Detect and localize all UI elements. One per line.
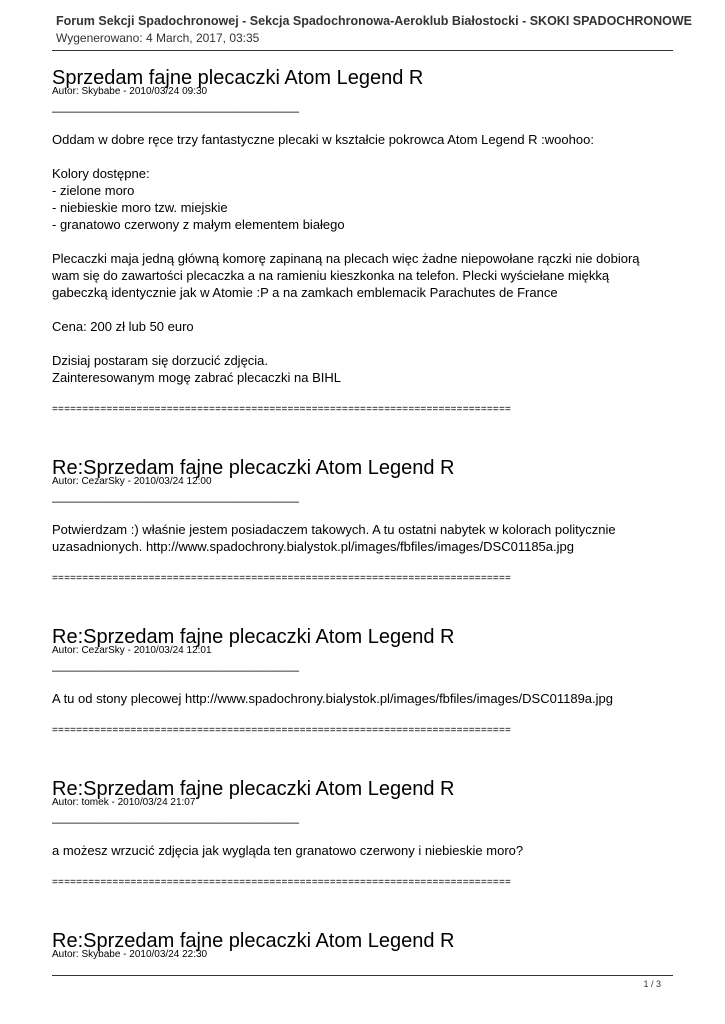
text-line: Zainteresowanym mogę zabrać plecaczki na BIHL: [52, 370, 342, 385]
text-line: Plecaczki maja jedną główną komorę zapinaną na plecach więc żadne niepowołane rączki nie dobiorą: [52, 251, 640, 266]
forum-post: [52, 931, 673, 960]
post-paragraph: [52, 521, 673, 555]
page-number: 1 / 3: [643, 979, 661, 989]
generated-date: Wygenerowano: 4 March, 2017, 03:35: [56, 31, 260, 45]
text-line: Potwierdzam :) właśnie jestem posiadaczem takowych. A tu ostatni nabytek w kolorach politycznie: [52, 522, 616, 537]
footer-divider: [52, 975, 673, 976]
post-author: Autor: Skybabe - 2010/03/24 22:30: [52, 949, 208, 960]
author-separator: _____________________________________: [52, 99, 299, 113]
post-paragraph: [52, 690, 673, 707]
post-body: [52, 521, 673, 555]
post-author: Autor: CezarSky - 2010/03/24 12:01: [52, 645, 212, 656]
text-line: Cena: 200 zł lub 50 euro: [52, 319, 194, 334]
text-line: Kolory dostępne:: [52, 166, 150, 181]
text-line: wam się do zawartości plecaczka a na ramieniu kieszkonka na telefon. Plecki wyściełane miękką: [52, 268, 610, 283]
post-title: Re:Sprzedam fajne plecaczki Atom Legend R: [52, 930, 455, 952]
post-separator: ============================================================================: [52, 877, 512, 888]
post-title: Sprzedam fajne plecaczki Atom Legend R: [52, 67, 424, 89]
post-author: Autor: Skybabe - 2010/03/24 09:30: [52, 86, 208, 97]
header-divider: [52, 50, 673, 51]
text-line: gabeczką identycznie jak w Atomie :P a na zamkach emblemacik Parachutes de France: [52, 285, 558, 300]
posts-container: [52, 68, 673, 960]
post-body: [52, 690, 673, 707]
post-paragraph: [52, 318, 673, 335]
forum-post: [52, 627, 673, 737]
post-title: Re:Sprzedam fajne plecaczki Atom Legend R: [52, 778, 455, 800]
forum-post: [52, 458, 673, 585]
post-separator: ============================================================================: [52, 725, 512, 736]
document-header: [56, 14, 725, 46]
post-author: Autor: tomek - 2010/03/24 21:07: [52, 797, 196, 808]
text-line: a możesz wrzucić zdjęcia jak wygląda ten granatowo czerwony i niebieskie moro?: [52, 843, 524, 858]
author-separator: _____________________________________: [52, 658, 299, 672]
text-line: A tu od stony plecowej http://www.spadochrony.bialystok.pl/images/fbfiles/images/DSC01189a.jpg: [52, 691, 613, 706]
forum-title: Forum Sekcji Spadochronowej - Sekcja Spadochronowa-Aeroklub Białostocki - SKOKI SPADOCHRONOWE: [56, 14, 692, 28]
text-line: Oddam w dobre ręce trzy fantastyczne plecaki w kształcie pokrowca Atom Legend R :woohoo:: [52, 132, 594, 147]
post-title: Re:Sprzedam fajne plecaczki Atom Legend R: [52, 626, 455, 648]
post-paragraph: [52, 842, 673, 859]
post-paragraph: [52, 250, 673, 301]
text-line: - granatowo czerwony z małym elementem białego: [52, 217, 345, 232]
post-paragraph: [52, 165, 673, 233]
post-paragraph: [52, 131, 673, 148]
text-line: - niebieskie moro tzw. miejskie: [52, 200, 228, 215]
forum-post: [52, 779, 673, 889]
post-separator: ============================================================================: [52, 573, 512, 584]
text-line: Dzisiaj postaram się dorzucić zdjęcia.: [52, 353, 269, 368]
author-separator: _____________________________________: [52, 489, 299, 503]
post-separator: ============================================================================: [52, 404, 512, 415]
forum-post: [52, 68, 673, 416]
post-body: [52, 131, 673, 386]
author-separator: _____________________________________: [52, 810, 299, 824]
post-paragraph: [52, 352, 673, 386]
post-body: [52, 842, 673, 859]
post-title: Re:Sprzedam fajne plecaczki Atom Legend R: [52, 457, 455, 479]
text-line: uzasadnionych. http://www.spadochrony.bialystok.pl/images/fbfiles/images/DSC01185a.jpg: [52, 539, 574, 554]
text-line: - zielone moro: [52, 183, 135, 198]
post-author: Autor: CezarSky - 2010/03/24 12:00: [52, 476, 212, 487]
